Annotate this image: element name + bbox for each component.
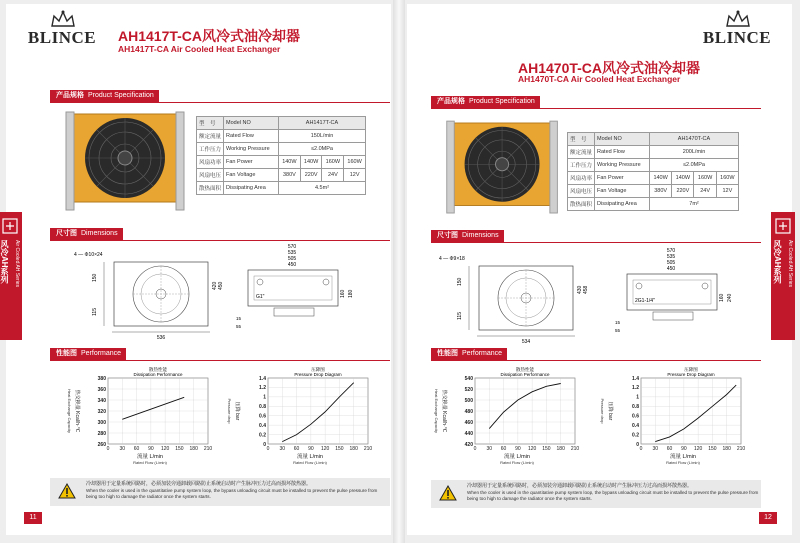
chart-title: 散热性能 — [149, 367, 167, 372]
spec-area-value: 7m² — [650, 198, 739, 211]
note-cn: 冷却器用于定量系统回路时，必须加装旁通卸载回路防止系统启动时产生脉冲压力过高而损坏散热器。 — [467, 483, 693, 489]
spec-power-value: 140W — [300, 156, 322, 169]
side-view-drawing — [613, 246, 743, 346]
series-line — [489, 384, 560, 429]
spec-model-cn: 型 号 — [197, 117, 224, 130]
side-tab-en: Air Cooled AH Series — [787, 240, 793, 287]
dim-t2: 535 — [666, 254, 676, 260]
x-tick-label: 210 — [736, 446, 746, 452]
product-photo — [62, 112, 190, 212]
dim-s4: 160 — [340, 289, 346, 298]
section-performance — [50, 348, 390, 361]
section-label-en: Product Specification — [469, 98, 535, 105]
x-axis-label: 流量 L/min — [504, 454, 530, 460]
y-axis-label: 压降 bar — [234, 401, 240, 421]
page-gutter — [393, 0, 405, 543]
spec-power-value: 160W — [322, 156, 344, 169]
warning-note — [50, 478, 390, 506]
x-tick-label: 0 — [266, 446, 270, 452]
brand-logo — [22, 10, 102, 54]
x-tick-label: 120 — [160, 446, 170, 452]
y-tick-label: 0.6 — [632, 413, 639, 420]
x-tick-label: 180 — [722, 446, 731, 452]
y-axis-label-en: Heat Exchange Capacity — [434, 388, 439, 434]
dim-port: G1" — [256, 294, 265, 300]
side-tab-en: Air Cooled AH Series — [14, 240, 20, 287]
y-tick-label: 0.2 — [632, 432, 639, 439]
x-tick-label: 0 — [639, 446, 643, 452]
spec-voltage-en: Fan Voltage — [224, 169, 279, 182]
x-tick-label: 30 — [119, 446, 126, 452]
y-tick-label: 0.4 — [259, 422, 266, 429]
spec-area-en: Dissipating Area — [595, 198, 650, 211]
y-tick-label: 540 — [464, 375, 473, 382]
spec-flow-cn: 额定流量 — [568, 146, 595, 159]
spec-power-value: 140W — [672, 172, 694, 185]
section-label-en: Performance — [462, 350, 503, 357]
series-line — [282, 383, 353, 442]
spec-model-en: Model NO — [595, 133, 650, 146]
dim-s3: 180 — [348, 289, 354, 298]
y-tick-label: 0.8 — [259, 404, 266, 411]
spec-voltage-en: Fan Voltage — [595, 185, 650, 198]
spec-voltage-value: 380V — [650, 185, 672, 198]
section-label-cn: 性能图 — [437, 350, 458, 357]
x-tick-label: 210 — [570, 446, 580, 452]
x-axis-label: 流量 L/min — [297, 454, 323, 460]
section-dimensions — [431, 230, 761, 243]
section-label-cn: 尺寸图 — [437, 232, 458, 239]
spec-area-cn: 散热面积 — [568, 198, 595, 211]
warning-note — [431, 480, 761, 508]
y-tick-label: 1 — [263, 394, 266, 401]
dissipation-chart — [62, 366, 222, 470]
right-page — [407, 4, 792, 535]
dim-s2: 55 — [615, 328, 621, 333]
note-en: When the cooler is used in the quantitative pump system loop, the bypass unloading circuit must be installed to prevent the pulse pressure from being too high to damage the radiator once the system starts. — [86, 488, 378, 499]
pressure-drop-chart — [222, 366, 382, 470]
product-title-en: AH1470T-CA Air Cooled Heat Exchanger — [518, 74, 681, 84]
dim-h2: 450 — [218, 281, 224, 290]
spec-power-value: 140W — [650, 172, 672, 185]
brand-name: BLINCE — [27, 28, 97, 47]
section-label-cn: 产品规格 — [437, 98, 465, 105]
section-label-en: Performance — [81, 350, 122, 357]
dim-port: 2G1-1/4" — [635, 298, 655, 304]
y-axis-label-en: Pressure drop — [600, 398, 605, 424]
spec-power-cn: 风扇功率 — [197, 156, 224, 169]
spec-flow-cn: 额定流量 — [197, 130, 224, 143]
dim-t4: 450 — [666, 266, 676, 272]
x-tick-label: 210 — [203, 446, 213, 452]
spec-pressure-en: Working Pressure — [224, 143, 279, 156]
y-tick-label: 280 — [97, 430, 106, 437]
y-tick-label: 260 — [97, 441, 106, 448]
x-tick-label: 180 — [189, 446, 198, 452]
section-dimensions — [50, 228, 390, 241]
warning-triangle-icon — [439, 485, 457, 501]
x-tick-label: 150 — [708, 446, 717, 452]
dim-s2: 55 — [236, 324, 242, 329]
spec-power-en: Fan Power — [595, 172, 650, 185]
spec-table — [196, 116, 366, 195]
y-tick-label: 0 — [263, 441, 266, 448]
product-photo — [443, 118, 563, 218]
section-performance — [431, 348, 761, 361]
side-view-drawing — [234, 242, 364, 342]
x-tick-label: 210 — [363, 446, 373, 452]
y-tick-label: 1.4 — [632, 375, 639, 382]
spec-power-en: Fan Power — [224, 156, 279, 169]
section-label-en: Product Specification — [88, 92, 154, 99]
spec-flow-en: Rated Flow — [224, 130, 279, 143]
x-tick-label: 150 — [335, 446, 344, 452]
dim-t1: 570 — [287, 244, 297, 250]
dim-width: 534 — [521, 339, 531, 345]
y-tick-label: 320 — [97, 408, 106, 415]
spec-area-en: Dissipating Area — [224, 182, 279, 195]
spec-voltage-value: 220V — [300, 169, 322, 182]
x-tick-label: 150 — [542, 446, 551, 452]
spec-model-en: Model NO — [224, 117, 279, 130]
page-number: 12 — [759, 512, 777, 524]
section-label-cn: 产品规格 — [56, 92, 84, 99]
spec-flow-value: 200L/min — [650, 146, 739, 159]
product-title-en: AH1417T-CA Air Cooled Heat Exchanger — [118, 44, 281, 54]
section-product-spec — [50, 90, 390, 103]
x-axis-label: 流量 L/min — [137, 454, 163, 460]
chart-title: 压降图 — [311, 367, 325, 372]
spec-voltage-value: 24V — [694, 185, 716, 198]
dim-t3: 505 — [666, 260, 676, 266]
spec-pressure-value: ≤2.0MPa — [279, 143, 366, 156]
spec-pressure-cn: 工作压力 — [197, 143, 224, 156]
y-tick-label: 1.2 — [632, 385, 639, 392]
y-tick-label: 380 — [97, 375, 106, 382]
section-label-cn: 尺寸图 — [56, 230, 77, 237]
chart-subtitle: Pressure Drop Diagram — [294, 372, 342, 377]
pressure-drop-chart — [595, 366, 755, 470]
spec-voltage-value: 380V — [279, 169, 301, 182]
spec-power-value: 160W — [344, 156, 366, 169]
y-tick-label: 1.4 — [259, 375, 266, 382]
y-tick-label: 0.4 — [632, 422, 639, 429]
y-tick-label: 300 — [97, 419, 106, 426]
y-tick-label: 1.2 — [259, 385, 266, 392]
y-tick-label: 420 — [464, 441, 473, 448]
dim-s3: 240 — [727, 293, 733, 302]
y-tick-label: 0.8 — [632, 404, 639, 411]
x-tick-label: 90 — [148, 446, 154, 452]
x-tick-label: 90 — [681, 446, 687, 452]
spec-power-value: 160W — [694, 172, 716, 185]
x-tick-label: 60 — [500, 446, 507, 452]
chart-subtitle: Dissipation Performance — [500, 372, 550, 377]
y-tick-label: 440 — [464, 430, 473, 437]
chart-subtitle: Dissipation Performance — [133, 372, 183, 377]
hydraulic-symbol-icon — [775, 218, 791, 234]
section-label-en: Dimensions — [81, 230, 118, 237]
spec-voltage-value: 220V — [672, 185, 694, 198]
dim-s1: 15 — [615, 320, 621, 325]
x-tick-label: 0 — [473, 446, 477, 452]
dim-hole: 4 — Φ9×18 — [439, 256, 465, 262]
section-label-cn: 性能图 — [56, 350, 77, 357]
x-axis-label-en: Rated Flow (L/min) — [500, 460, 534, 465]
left-page — [0, 4, 391, 535]
spec-area-cn: 散热面积 — [197, 182, 224, 195]
chart-title: 散热性能 — [516, 367, 534, 372]
product-title-cn: AH1417T-CA风冷式油冷却器 — [118, 28, 301, 44]
dim-t4: 450 — [287, 262, 297, 268]
dim-h4: 115 — [92, 308, 98, 316]
y-tick-label: 480 — [464, 408, 473, 415]
x-tick-label: 30 — [652, 446, 659, 452]
spec-voltage-value: 12V — [344, 169, 366, 182]
spec-voltage-value: 12V — [716, 185, 738, 198]
section-label-en: Dimensions — [462, 232, 499, 239]
y-tick-label: 460 — [464, 419, 473, 426]
x-tick-label: 120 — [320, 446, 330, 452]
brand-logo — [697, 10, 777, 54]
spec-area-value: 4.5m² — [279, 182, 366, 195]
section-product-spec — [431, 96, 761, 109]
y-axis-label: 压降 bar — [607, 401, 613, 421]
y-tick-label: 360 — [97, 386, 106, 393]
spec-power-value: 140W — [279, 156, 301, 169]
chart-title: 压降图 — [684, 367, 698, 372]
y-tick-label: 1 — [636, 394, 639, 401]
x-tick-label: 30 — [486, 446, 493, 452]
x-tick-label: 60 — [666, 446, 673, 452]
x-tick-label: 150 — [175, 446, 184, 452]
dim-h2: 458 — [583, 285, 589, 294]
crown-icon — [48, 10, 78, 28]
y-tick-label: 0.2 — [259, 432, 266, 439]
spec-table — [567, 132, 739, 211]
y-tick-label: 520 — [464, 386, 473, 393]
dim-h1: 420 — [212, 281, 218, 290]
dim-hole: 4 — Φ10×24 — [74, 252, 103, 258]
x-tick-label: 30 — [279, 446, 286, 452]
note-en: When the cooler is used in the quantitative pump system loop, the bypass unloading circuit must be installed to prevent the pulse pressure from being too high to damage the radiator once the system starts. — [467, 490, 759, 501]
x-axis-label: 流量 L/min — [670, 454, 696, 460]
dim-width: 536 — [156, 335, 166, 341]
dim-s4: 160 — [719, 293, 725, 302]
spec-model-value: AH1417T-CA — [279, 117, 366, 130]
spec-pressure-cn: 工作压力 — [568, 159, 595, 172]
side-tab-cn: 风冷AH系列 — [773, 240, 782, 284]
series-line — [655, 385, 736, 442]
x-axis-label-en: Rated Flow (L/min) — [133, 460, 167, 465]
plot-frame — [268, 378, 368, 444]
spec-power-value: 160W — [716, 172, 738, 185]
warning-triangle-icon — [58, 483, 76, 499]
note-cn: 冷却器用于定量系统回路时，必须加装旁通卸载回路防止系统启动时产生脉冲压力过高而损坏散热器。 — [86, 481, 312, 487]
x-tick-label: 180 — [556, 446, 565, 452]
dim-t2: 535 — [287, 250, 297, 256]
y-tick-label: 500 — [464, 397, 473, 404]
spec-power-cn: 风扇功率 — [568, 172, 595, 185]
side-tab — [0, 212, 22, 340]
x-tick-label: 90 — [308, 446, 314, 452]
dim-t1: 570 — [666, 248, 676, 254]
front-view-drawing — [64, 242, 224, 342]
x-axis-label-en: Rated Flow (L/min) — [293, 460, 327, 465]
dim-h1: 430 — [577, 285, 583, 294]
x-axis-label-en: Rated Flow (L/min) — [666, 460, 700, 465]
spec-pressure-en: Working Pressure — [595, 159, 650, 172]
x-tick-label: 120 — [527, 446, 537, 452]
series-line — [122, 397, 184, 419]
x-tick-label: 180 — [349, 446, 358, 452]
dim-t3: 505 — [287, 256, 297, 262]
front-view-drawing — [429, 246, 589, 346]
dim-s1: 15 — [236, 316, 242, 321]
y-axis-label-en: Heat Exchange Capacity — [67, 388, 72, 434]
y-tick-label: 340 — [97, 397, 106, 404]
side-tab-cn: 风冷AH系列 — [0, 240, 9, 284]
spec-voltage-cn: 风扇电压 — [197, 169, 224, 182]
y-tick-label: 0 — [636, 441, 639, 448]
dim-h4: 115 — [457, 312, 463, 320]
product-title-cn: AH1470T-CA风冷式油冷却器 — [518, 60, 701, 76]
x-tick-label: 90 — [515, 446, 521, 452]
brand-name: BLINCE — [702, 28, 772, 47]
x-tick-label: 60 — [293, 446, 300, 452]
chart-subtitle: Pressure Drop Diagram — [667, 372, 715, 377]
spec-pressure-value: ≤2.0MPa — [650, 159, 739, 172]
x-tick-label: 60 — [133, 446, 140, 452]
plot-frame — [641, 378, 741, 444]
dissipation-chart — [429, 366, 589, 470]
spec-model-value: AH1470T-CA — [650, 133, 739, 146]
spec-voltage-cn: 风扇电压 — [568, 185, 595, 198]
spec-flow-en: Rated Flow — [595, 146, 650, 159]
y-axis-label: 热交换量 Kcal/h·℃ — [74, 389, 80, 433]
dim-h3: 150 — [457, 277, 463, 286]
y-axis-label: 热交换量 Kcal/h·℃ — [441, 389, 447, 433]
page-number: 11 — [24, 512, 42, 524]
spec-voltage-value: 24V — [322, 169, 344, 182]
crown-icon — [723, 10, 753, 28]
x-tick-label: 120 — [693, 446, 703, 452]
side-tab — [771, 212, 795, 340]
x-tick-label: 0 — [106, 446, 110, 452]
y-axis-label-en: Pressure drop — [227, 398, 232, 424]
hydraulic-symbol-icon — [2, 218, 18, 234]
y-tick-label: 0.6 — [259, 413, 266, 420]
spec-flow-value: 150L/min — [279, 130, 366, 143]
spec-model-cn: 型 号 — [568, 133, 595, 146]
dim-h3: 150 — [92, 273, 98, 282]
